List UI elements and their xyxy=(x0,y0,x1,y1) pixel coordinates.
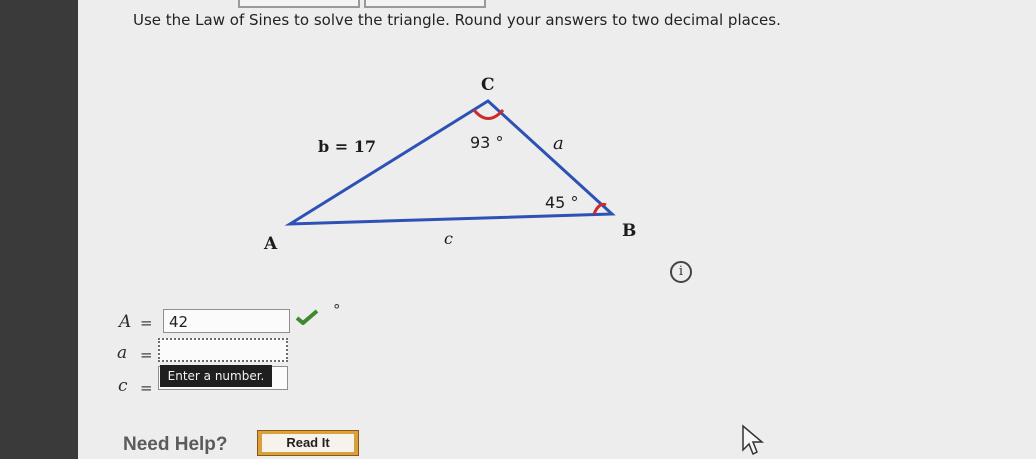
question-instruction: Use the Law of Sines to solve the triangle. Round your answers to two decimal places. xyxy=(133,11,781,29)
answer-c-label: c xyxy=(118,376,128,396)
side-c-label: c xyxy=(444,229,453,248)
vertex-C-label: C xyxy=(481,75,495,95)
answer-a-equals: = xyxy=(140,346,153,364)
checkmark-icon xyxy=(295,309,319,325)
angle-C-label: 93 ° xyxy=(470,133,504,152)
answer-A-input[interactable]: 42 xyxy=(163,309,290,333)
info-icon[interactable]: i xyxy=(670,261,692,283)
answer-A-equals: = xyxy=(140,314,153,332)
answer-a-label: a xyxy=(117,343,128,363)
mouse-cursor-icon xyxy=(740,424,766,456)
enter-number-tooltip: Enter a number. xyxy=(160,365,272,387)
answer-A-label: A xyxy=(119,312,132,332)
read-it-button[interactable] xyxy=(257,430,359,456)
answer-A-unit: ° xyxy=(333,301,341,319)
vertex-B-label: B xyxy=(622,221,637,241)
side-b-label: b = 17 xyxy=(318,137,376,156)
answer-a-input[interactable] xyxy=(158,338,288,362)
angle-B-label: 45 ° xyxy=(545,193,579,212)
angle-B-arc xyxy=(594,204,606,214)
read-it-button-label: Read It xyxy=(262,434,354,452)
need-help-label: Need Help? xyxy=(123,434,228,455)
vertex-A-label: A xyxy=(264,234,278,254)
answer-c-equals: = xyxy=(140,379,153,397)
side-a-label: a xyxy=(553,133,564,154)
